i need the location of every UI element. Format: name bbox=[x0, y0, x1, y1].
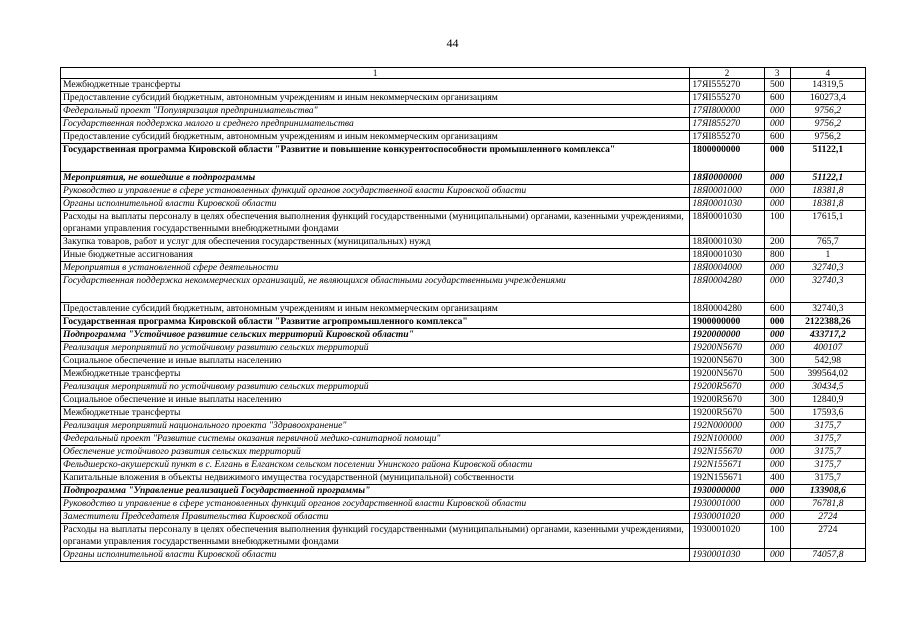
row-expense-type-cell: 000 bbox=[764, 185, 790, 198]
row-name-cell: Государственная поддержка некоммерческих организаций, не являющихся областными государственными учреждениями bbox=[61, 275, 690, 303]
table-row bbox=[61, 511, 866, 524]
row-code-cell: 18Я0001030 bbox=[690, 211, 764, 236]
row-amount-cell: 32740,3 bbox=[790, 262, 865, 275]
row-name-cell: Межбюджетные трансферты bbox=[61, 79, 690, 92]
row-name-cell: Реализация мероприятий по устойчивому развитию сельских территорий bbox=[61, 342, 690, 355]
page-number: 44 bbox=[446, 36, 459, 50]
row-amount-cell: 3175,7 bbox=[790, 459, 865, 472]
row-code-cell: 18Я0000000 bbox=[690, 172, 764, 185]
row-name-cell: Иные бюджетные ассигнования bbox=[61, 249, 690, 262]
row-name-cell: Подпрограмма "Устойчивое развитие сельских территорий Кировской области" bbox=[61, 329, 690, 342]
row-name-cell: Предоставление субсидий бюджетным, автономным учреждениям и иным некоммерческим организациям bbox=[61, 303, 690, 316]
table-row bbox=[61, 92, 866, 105]
table-row bbox=[61, 118, 866, 131]
table-row bbox=[61, 381, 866, 394]
row-name-cell: Предоставление субсидий бюджетным, автономным учреждениям и иным некоммерческим организациям bbox=[61, 92, 690, 105]
row-expense-type-cell: 000 bbox=[764, 511, 790, 524]
row-code-cell: 1900000000 bbox=[690, 316, 764, 329]
row-amount-cell: 51122,1 bbox=[790, 172, 865, 185]
row-name-cell: Федеральный проект "Развитие системы оказания первичной медико-санитарной помощи" bbox=[61, 433, 690, 446]
row-name-cell: Межбюджетные трансферты bbox=[61, 407, 690, 420]
row-code-cell: 17ЯI555270 bbox=[690, 92, 764, 105]
row-name-cell: Мероприятия в установленной сфере деятельности bbox=[61, 262, 690, 275]
table-row bbox=[61, 144, 866, 172]
column-number-1: 1 bbox=[61, 68, 690, 79]
row-name-cell: Межбюджетные трансферты bbox=[61, 368, 690, 381]
row-code-cell: 192N155670 bbox=[690, 446, 764, 459]
row-name-cell: Предоставление субсидий бюджетным, автономным учреждениям и иным некоммерческим организациям bbox=[61, 131, 690, 144]
row-amount-cell: 3175,7 bbox=[790, 472, 865, 485]
table-row bbox=[61, 316, 866, 329]
row-name-cell: Руководство и управление в сфере установленных функций органов государственной власти Кировской области bbox=[61, 498, 690, 511]
row-code-cell: 192N155671 bbox=[690, 459, 764, 472]
row-amount-cell: 17615,1 bbox=[790, 211, 865, 236]
table-row bbox=[61, 459, 866, 472]
row-amount-cell: 3175,7 bbox=[790, 420, 865, 433]
row-expense-type-cell: 100 bbox=[764, 211, 790, 236]
row-code-cell: 192N155671 bbox=[690, 472, 764, 485]
row-name-cell: Руководство и управление в сфере установленных функций органов государственной власти Кировской области bbox=[61, 185, 690, 198]
row-code-cell: 1930000000 bbox=[690, 485, 764, 498]
row-expense-type-cell: 000 bbox=[764, 420, 790, 433]
budget-table bbox=[60, 67, 866, 562]
row-amount-cell: 30434,5 bbox=[790, 381, 865, 394]
table-row bbox=[61, 131, 866, 144]
row-name-cell: Социальное обеспечение и иные выплаты населению bbox=[61, 394, 690, 407]
row-code-cell: 19200R5670 bbox=[690, 407, 764, 420]
table-row bbox=[61, 472, 866, 485]
row-expense-type-cell: 000 bbox=[764, 485, 790, 498]
row-amount-cell: 399564,02 bbox=[790, 368, 865, 381]
table-row bbox=[61, 79, 866, 92]
row-amount-cell: 18381,8 bbox=[790, 198, 865, 211]
row-expense-type-cell: 400 bbox=[764, 472, 790, 485]
row-amount-cell: 18381,8 bbox=[790, 185, 865, 198]
row-name-cell: Органы исполнительной власти Кировской области bbox=[61, 549, 690, 562]
row-amount-cell: 3175,7 bbox=[790, 446, 865, 459]
table-row bbox=[61, 342, 866, 355]
row-name-cell: Фельдшерско-акушерский пункт в с. Елгань в Елганском сельском поселении Унинского района Кировской области bbox=[61, 459, 690, 472]
table-row bbox=[61, 355, 866, 368]
table-row bbox=[61, 211, 866, 236]
table-row bbox=[61, 275, 866, 303]
row-expense-type-cell: 000 bbox=[764, 342, 790, 355]
row-code-cell: 18Я0001030 bbox=[690, 198, 764, 211]
row-name-cell: Заместители Председателя Правительства Кировской области bbox=[61, 511, 690, 524]
row-amount-cell: 2724 bbox=[790, 511, 865, 524]
row-name-cell: Обеспечение устойчивого развития сельских территорий bbox=[61, 446, 690, 459]
row-code-cell: 17ЯI855270 bbox=[690, 118, 764, 131]
row-amount-cell: 76781,8 bbox=[790, 498, 865, 511]
row-amount-cell: 32740,3 bbox=[790, 303, 865, 316]
row-code-cell: 17ЯI800000 bbox=[690, 105, 764, 118]
row-expense-type-cell: 000 bbox=[764, 446, 790, 459]
row-amount-cell: 17593,6 bbox=[790, 407, 865, 420]
table-row bbox=[61, 329, 866, 342]
row-name-cell: Подпрограмма "Управление реализацией Государственной программы" bbox=[61, 485, 690, 498]
row-expense-type-cell: 000 bbox=[764, 549, 790, 562]
row-name-cell: Федеральный проект "Популяризация предпринимательства" bbox=[61, 105, 690, 118]
table-row bbox=[61, 303, 866, 316]
row-expense-type-cell: 300 bbox=[764, 394, 790, 407]
table-row bbox=[61, 105, 866, 118]
table-row bbox=[61, 394, 866, 407]
row-name-cell: Государственная программа Кировской области "Развитие агропромышленного комплекса" bbox=[61, 316, 690, 329]
row-amount-cell: 74057,8 bbox=[790, 549, 865, 562]
row-expense-type-cell: 100 bbox=[764, 524, 790, 549]
row-amount-cell: 433717,2 bbox=[790, 329, 865, 342]
row-amount-cell: 12840,9 bbox=[790, 394, 865, 407]
row-name-cell: Органы исполнительной власти Кировской области bbox=[61, 198, 690, 211]
budget-table-body bbox=[61, 68, 866, 562]
row-expense-type-cell: 000 bbox=[764, 172, 790, 185]
row-amount-cell: 51122,1 bbox=[790, 144, 865, 172]
row-name-cell: Реализация мероприятий по устойчивому развитию сельских территорий bbox=[61, 381, 690, 394]
row-expense-type-cell: 200 bbox=[764, 236, 790, 249]
row-expense-type-cell: 800 bbox=[764, 249, 790, 262]
table-row bbox=[61, 446, 866, 459]
row-expense-type-cell: 000 bbox=[764, 118, 790, 131]
row-code-cell: 18Я0001030 bbox=[690, 249, 764, 262]
row-amount-cell: 3175,7 bbox=[790, 433, 865, 446]
row-name-cell: Мероприятия, не вошедшие в подпрограммы bbox=[61, 172, 690, 185]
table-row bbox=[61, 524, 866, 549]
row-expense-type-cell: 600 bbox=[764, 303, 790, 316]
row-expense-type-cell: 300 bbox=[764, 355, 790, 368]
row-amount-cell: 765,7 bbox=[790, 236, 865, 249]
row-expense-type-cell: 000 bbox=[764, 262, 790, 275]
row-expense-type-cell: 000 bbox=[764, 144, 790, 172]
row-code-cell: 1930001020 bbox=[690, 511, 764, 524]
row-name-cell: Расходы на выплаты персоналу в целях обеспечения выполнения функций государственными (муниципальными) органами, казенными учреждениями, органами управления государственными внебюджетными фондами bbox=[61, 211, 690, 236]
row-expense-type-cell: 000 bbox=[764, 316, 790, 329]
row-name-cell: Капитальные вложения в объекты недвижимого имущества государственной (муниципальной) собственности bbox=[61, 472, 690, 485]
row-code-cell: 19200N5670 bbox=[690, 342, 764, 355]
row-name-cell: Расходы на выплаты персоналу в целях обеспечения выполнения функций государственными (муниципальными) органами, казенными учреждениями, органами управления государственными внебюджетными фондами bbox=[61, 524, 690, 549]
row-name-cell: Закупка товаров, работ и услуг для обеспечения государственных (муниципальных) нужд bbox=[61, 236, 690, 249]
table-row bbox=[61, 368, 866, 381]
row-code-cell: 18Я0001030 bbox=[690, 236, 764, 249]
row-code-cell: 192N100000 bbox=[690, 433, 764, 446]
row-amount-cell: 9756,2 bbox=[790, 105, 865, 118]
table-row bbox=[61, 185, 866, 198]
row-code-cell: 19200R5670 bbox=[690, 381, 764, 394]
row-name-cell: Государственная программа Кировской области "Развитие и повышение конкурентоспособности промышленного комплекса" bbox=[61, 144, 690, 172]
table-row bbox=[61, 485, 866, 498]
row-expense-type-cell: 000 bbox=[764, 381, 790, 394]
row-code-cell: 18Я0001000 bbox=[690, 185, 764, 198]
row-amount-cell: 9756,2 bbox=[790, 131, 865, 144]
table-row bbox=[61, 236, 866, 249]
row-expense-type-cell: 000 bbox=[764, 329, 790, 342]
row-expense-type-cell: 000 bbox=[764, 198, 790, 211]
row-amount-cell: 32740,3 bbox=[790, 275, 865, 303]
row-code-cell: 1800000000 bbox=[690, 144, 764, 172]
row-expense-type-cell: 500 bbox=[764, 368, 790, 381]
table-row bbox=[61, 498, 866, 511]
table-row bbox=[61, 549, 866, 562]
row-code-cell: 1930001030 bbox=[690, 549, 764, 562]
row-amount-cell: 400107 bbox=[790, 342, 865, 355]
row-expense-type-cell: 000 bbox=[764, 105, 790, 118]
row-code-cell: 18Я0004000 bbox=[690, 262, 764, 275]
row-amount-cell: 2122388,26 bbox=[790, 316, 865, 329]
row-expense-type-cell: 000 bbox=[764, 433, 790, 446]
row-code-cell: 18Я0004280 bbox=[690, 275, 764, 303]
row-code-cell: 17ЯI555270 bbox=[690, 79, 764, 92]
row-amount-cell: 1 bbox=[790, 249, 865, 262]
table-row bbox=[61, 198, 866, 211]
table-row bbox=[61, 262, 866, 275]
table-row bbox=[61, 249, 866, 262]
row-expense-type-cell: 000 bbox=[764, 498, 790, 511]
row-code-cell: 19200R5670 bbox=[690, 394, 764, 407]
row-code-cell: 192N000000 bbox=[690, 420, 764, 433]
row-expense-type-cell: 000 bbox=[764, 275, 790, 303]
row-code-cell: 19200N5670 bbox=[690, 355, 764, 368]
row-amount-cell: 542,98 bbox=[790, 355, 865, 368]
row-expense-type-cell: 600 bbox=[764, 131, 790, 144]
row-amount-cell: 160273,4 bbox=[790, 92, 865, 105]
column-number-3: 3 bbox=[764, 68, 790, 79]
table-row bbox=[61, 420, 866, 433]
row-amount-cell: 9756,2 bbox=[790, 118, 865, 131]
table-row bbox=[61, 433, 866, 446]
row-expense-type-cell: 500 bbox=[764, 407, 790, 420]
row-amount-cell: 133908,6 bbox=[790, 485, 865, 498]
row-expense-type-cell: 600 bbox=[764, 92, 790, 105]
row-amount-cell: 14319,5 bbox=[790, 79, 865, 92]
row-code-cell: 1930001020 bbox=[690, 524, 764, 549]
column-number-header-row bbox=[61, 68, 866, 79]
row-code-cell: 1930001000 bbox=[690, 498, 764, 511]
row-code-cell: 18Я0004280 bbox=[690, 303, 764, 316]
row-code-cell: 17ЯI855270 bbox=[690, 131, 764, 144]
column-number-4: 4 bbox=[790, 68, 865, 79]
column-number-2: 2 bbox=[690, 68, 764, 79]
row-name-cell: Государственная поддержка малого и среднего предпринимательства bbox=[61, 118, 690, 131]
row-expense-type-cell: 500 bbox=[764, 79, 790, 92]
table-row bbox=[61, 172, 866, 185]
table-row bbox=[61, 407, 866, 420]
row-amount-cell: 2724 bbox=[790, 524, 865, 549]
row-name-cell: Реализация мероприятий национального проекта "Здравоохранение" bbox=[61, 420, 690, 433]
row-name-cell: Социальное обеспечение и иные выплаты населению bbox=[61, 355, 690, 368]
row-code-cell: 1920000000 bbox=[690, 329, 764, 342]
row-expense-type-cell: 000 bbox=[764, 459, 790, 472]
row-code-cell: 19200N5670 bbox=[690, 368, 764, 381]
